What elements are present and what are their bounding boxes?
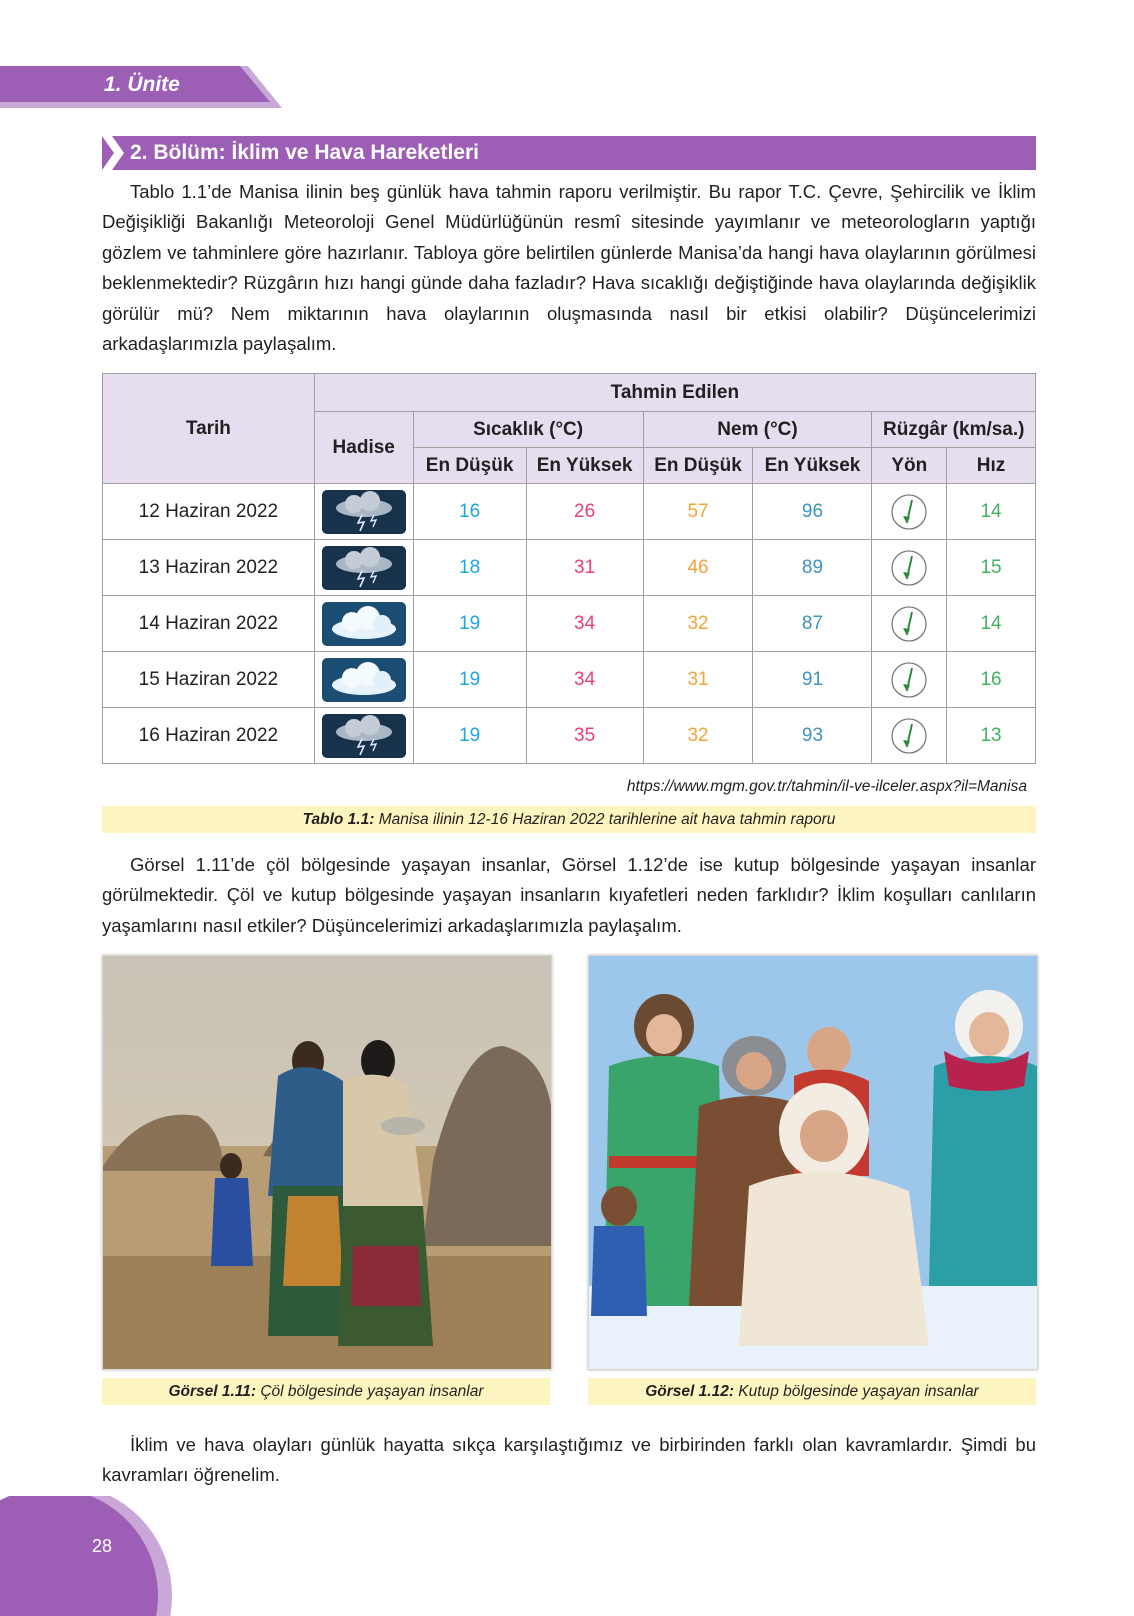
cell-wind-speed: 16 xyxy=(947,652,1036,708)
weather-forecast-table xyxy=(102,373,1036,764)
wind-direction-arrow-icon xyxy=(889,716,929,756)
second-paragraph: Görsel 1.11’de çöl bölgesinde yaşayan insanlar, Görsel 1.12’de ise kutup bölgesinde yaşayan insanlar görülmektedir. Çöl ve kutup bölgesinde yaşayan insanların kıyafetleri neden farklıdır? İklim koşulları canlıların yaşamlarını nasıl etkiler? Düşüncelerimizi arkadaşlarımızla paylaşalım. xyxy=(102,854,1036,936)
cell-date: 12 Haziran 2022 xyxy=(103,484,315,540)
figure-caption-arctic-label: Görsel 1.12: xyxy=(645,1383,734,1400)
cell-event xyxy=(314,484,413,540)
header-wind: Rüzgâr (km/sa.) xyxy=(872,412,1036,448)
thunderstorm-cloud-icon xyxy=(322,490,406,534)
cell-temp-min: 18 xyxy=(413,540,526,596)
cell-wind-speed: 15 xyxy=(947,540,1036,596)
wind-direction-arrow-icon xyxy=(889,604,929,644)
header-wind-speed: Hız xyxy=(947,448,1036,484)
table-row xyxy=(103,708,1036,764)
intro-paragraph: Tablo 1.1’de Manisa ilinin beş günlük hava tahmin raporu verilmiştir. Bu rapor T.C. Çevre, Şehircilik ve İklim Değişikliği Bakanlığı Meteoroloji Genel Müdürlüğünün resmî sitesinde yayımlanır ve meteorologların yaptığı gözlem ve tahminlere göre hazırlanır. Tabloya göre belirtilen günlerde Manisa’da hangi hava olaylarının görülmesi beklenmektedir? Rüzgârın hızı hangi günde daha fazladır? Hava sıcaklığı değiştiğinde hava olaylarında değişiklik görülür mü? Nem miktarının hava olaylarının oluşmasında nasıl bir etkisi olabilir? Düşüncelerimizi arkadaşlarımızla paylaşalım. xyxy=(102,181,1036,355)
figure-caption-desert-text: Çöl bölgesinde yaşayan insanlar xyxy=(256,1383,484,1400)
cell-hum-max: 91 xyxy=(753,652,872,708)
thunderstorm-cloud-icon xyxy=(322,546,406,590)
cell-hum-max: 87 xyxy=(753,596,872,652)
cell-hum-max: 93 xyxy=(753,708,872,764)
header-hum-min: En Düşük xyxy=(643,448,753,484)
cell-hum-min: 57 xyxy=(643,484,753,540)
header-date: Tarih xyxy=(103,374,315,484)
cell-event xyxy=(314,652,413,708)
table-row xyxy=(103,596,1036,652)
cell-hum-max: 89 xyxy=(753,540,872,596)
cell-wind-speed: 14 xyxy=(947,596,1036,652)
table-row xyxy=(103,652,1036,708)
cell-date: 13 Haziran 2022 xyxy=(103,540,315,596)
cell-wind-direction xyxy=(872,652,947,708)
wind-direction-arrow-icon xyxy=(889,660,929,700)
figure-caption-arctic-text: Kutup bölgesinde yaşayan insanlar xyxy=(734,1383,979,1400)
cell-hum-min: 31 xyxy=(643,652,753,708)
cell-hum-min: 32 xyxy=(643,708,753,764)
cell-temp-min: 19 xyxy=(413,708,526,764)
wind-direction-arrow-icon xyxy=(889,492,929,532)
table-caption-label: Tablo 1.1: xyxy=(302,811,375,828)
page-number: 28 xyxy=(92,1536,113,1556)
cell-date: 16 Haziran 2022 xyxy=(103,708,315,764)
wind-direction-arrow-icon xyxy=(889,548,929,588)
cloudy-icon xyxy=(322,602,406,646)
cell-temp-min: 19 xyxy=(413,652,526,708)
cell-wind-direction xyxy=(872,708,947,764)
table-row xyxy=(103,540,1036,596)
table-caption-text: Manisa ilinin 12-16 Haziran 2022 tarihlerine ait hava tahmin raporu xyxy=(374,811,836,828)
cell-temp-max: 35 xyxy=(526,708,643,764)
cell-temp-max: 31 xyxy=(526,540,643,596)
header-event: Hadise xyxy=(314,412,413,484)
header-humidity: Nem (°C) xyxy=(643,412,872,448)
cell-temp-max: 26 xyxy=(526,484,643,540)
cell-event xyxy=(314,596,413,652)
header-wind-direction: Yön xyxy=(872,448,947,484)
header-temperature: Sıcaklık (°C) xyxy=(413,412,643,448)
header-temp-min: En Düşük xyxy=(413,448,526,484)
thunderstorm-cloud-icon xyxy=(322,714,406,758)
section-title: 2. Bölüm: İklim ve Hava Hareketleri xyxy=(130,141,479,164)
unit-title: 1. Ünite xyxy=(104,73,180,96)
cell-wind-speed: 13 xyxy=(947,708,1036,764)
cell-hum-min: 46 xyxy=(643,540,753,596)
cell-wind-direction xyxy=(872,484,947,540)
cell-hum-min: 32 xyxy=(643,596,753,652)
cloudy-icon xyxy=(322,658,406,702)
cell-temp-min: 16 xyxy=(413,484,526,540)
cell-hum-max: 96 xyxy=(753,484,872,540)
cell-wind-direction xyxy=(872,540,947,596)
table-source-url: https://www.mgm.gov.tr/tahmin/il-ve-ilceler.aspx?il=Manisa xyxy=(626,778,1027,795)
cell-temp-max: 34 xyxy=(526,652,643,708)
desert-people-photo xyxy=(102,955,552,1370)
cell-temp-min: 19 xyxy=(413,596,526,652)
chevron-right-icon xyxy=(102,136,126,170)
table-row xyxy=(103,484,1036,540)
cell-date: 15 Haziran 2022 xyxy=(103,652,315,708)
cell-event xyxy=(314,708,413,764)
header-hum-max: En Yüksek xyxy=(753,448,872,484)
cell-wind-direction xyxy=(872,596,947,652)
cell-temp-max: 34 xyxy=(526,596,643,652)
table-caption xyxy=(102,806,1036,833)
header-temp-max: En Yüksek xyxy=(526,448,643,484)
arctic-people-photo xyxy=(588,955,1038,1370)
page-number-badge xyxy=(0,1496,180,1616)
cell-event xyxy=(314,540,413,596)
figure-caption-desert xyxy=(102,1378,550,1405)
cell-wind-speed: 14 xyxy=(947,484,1036,540)
closing-paragraph: İklim ve hava olayları günlük hayatta sıkça karşılaştığımız ve birbirinden farklı olan kavramlardır. Şimdi bu kavramları öğrenelim. xyxy=(102,1434,1036,1486)
figure-caption-arctic xyxy=(588,1378,1036,1405)
figure-caption-desert-label: Görsel 1.11: xyxy=(168,1383,257,1400)
header-forecast: Tahmin Edilen xyxy=(314,374,1035,412)
cell-date: 14 Haziran 2022 xyxy=(103,596,315,652)
